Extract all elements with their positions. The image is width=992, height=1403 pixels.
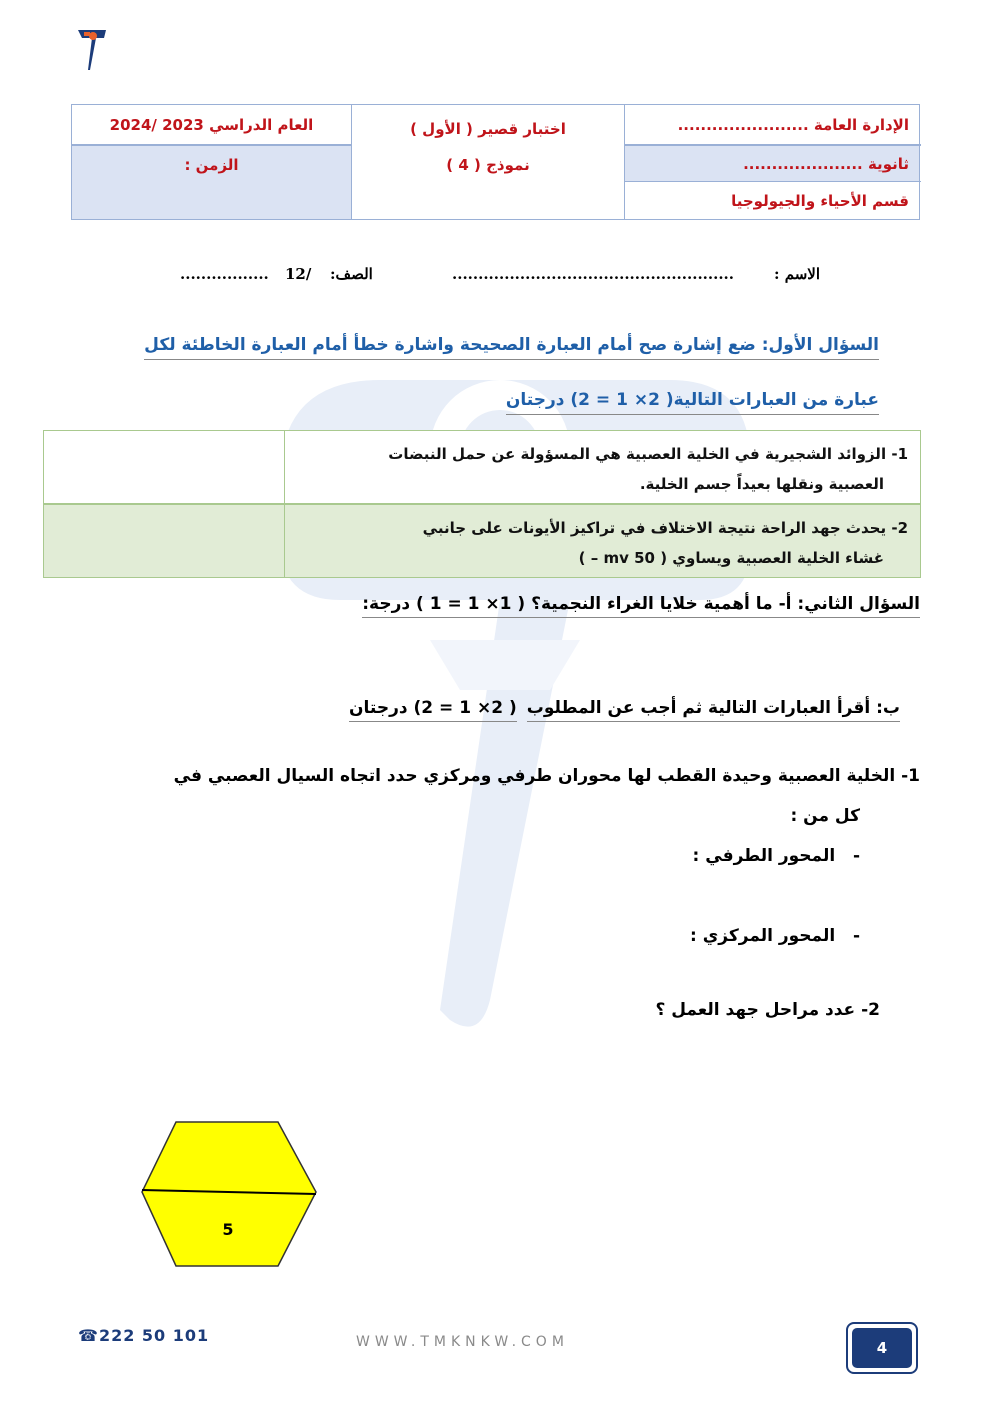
statement-row — [43, 430, 921, 504]
q2-item2: 2- عدد مراحل جهد العمل ؟ — [655, 1000, 880, 1020]
admin-label: الإدارة العامة ....................... — [677, 115, 909, 134]
page-number-box — [846, 1322, 918, 1374]
academic-year: العام الدراسي 2023 /2024 — [109, 115, 314, 134]
q2-item1: 1- الخلية العصبية وحيدة القطب لها محوران طرفي ومركزي حدد اتجاه السيال العصبي في — [173, 766, 920, 786]
q2-sub-peripheral: - المحور الطرفي : — [692, 846, 860, 866]
department-label: قسم الأحياء والجيولوجيا — [731, 191, 909, 210]
school-label: ثانوية ..................... — [625, 146, 919, 181]
name-field[interactable]: ...................................................... — [452, 265, 734, 283]
statements-table — [43, 430, 921, 578]
score-hexagon — [140, 1120, 318, 1268]
question2-part-b-marks: ( 2× 1 = 2) درجتان — [349, 698, 517, 722]
question2-part-b: ب: أقرأ العبارات التالية ثم أجب عن المطلوب — [527, 698, 900, 722]
question2-part-a: السؤال الثاني: أ- ما أهمية خلايا الغراء النجمية؟ ( 1× 1 = 1 ) درجة: — [362, 594, 920, 618]
score-value: 5 — [222, 1220, 234, 1239]
time-label: الزمن : — [72, 146, 351, 219]
exam-title: اختبار قصير ( الأول ) — [410, 120, 566, 138]
footer-phone: ☎222 50 101 — [78, 1326, 210, 1345]
statement-text: 2- يحدث جهد الراحة نتيجة الاختلاف في تراكيز الأيونات على جانبي غشاء الخلية العصبية ويساوي ( 50 mv – ) — [422, 519, 908, 567]
answer-box[interactable] — [44, 505, 284, 577]
exam-model: نموذج ( 4 ) — [446, 156, 530, 174]
page-number: 4 — [852, 1328, 912, 1368]
name-label: الاسم : — [773, 265, 820, 283]
student-info-row — [180, 265, 820, 291]
phone-icon: ☎ — [78, 1326, 99, 1345]
statement-row — [43, 504, 921, 578]
footer-website[interactable]: WWW.TMKNKW.COM — [356, 1334, 569, 1350]
class-field[interactable]: ................. — [180, 265, 269, 283]
logo-icon — [74, 26, 110, 74]
question1-title: السؤال الأول: ضع إشارة صح أمام العبارة الصحيحة واشارة خطأ أمام العبارة الخاطئة لكل — [144, 335, 879, 360]
q2-item1-cont: كل من : — [790, 806, 860, 826]
class-label: الصف: — [330, 265, 373, 283]
question1-instruction: عبارة من العبارات التالية( 2× 1 = 2) درجتان — [506, 390, 879, 415]
q2-sub-central: - المحور المركزي : — [690, 926, 860, 946]
class-value: 12/ — [285, 265, 312, 283]
answer-box[interactable] — [44, 431, 284, 503]
header-table — [71, 104, 920, 220]
statement-text: 1- الزوائد الشجيرية في الخلية العصبية هي المسؤولة عن حمل النبضات العصبية ونقلها بعيداً جسم الخلية. — [388, 445, 908, 493]
